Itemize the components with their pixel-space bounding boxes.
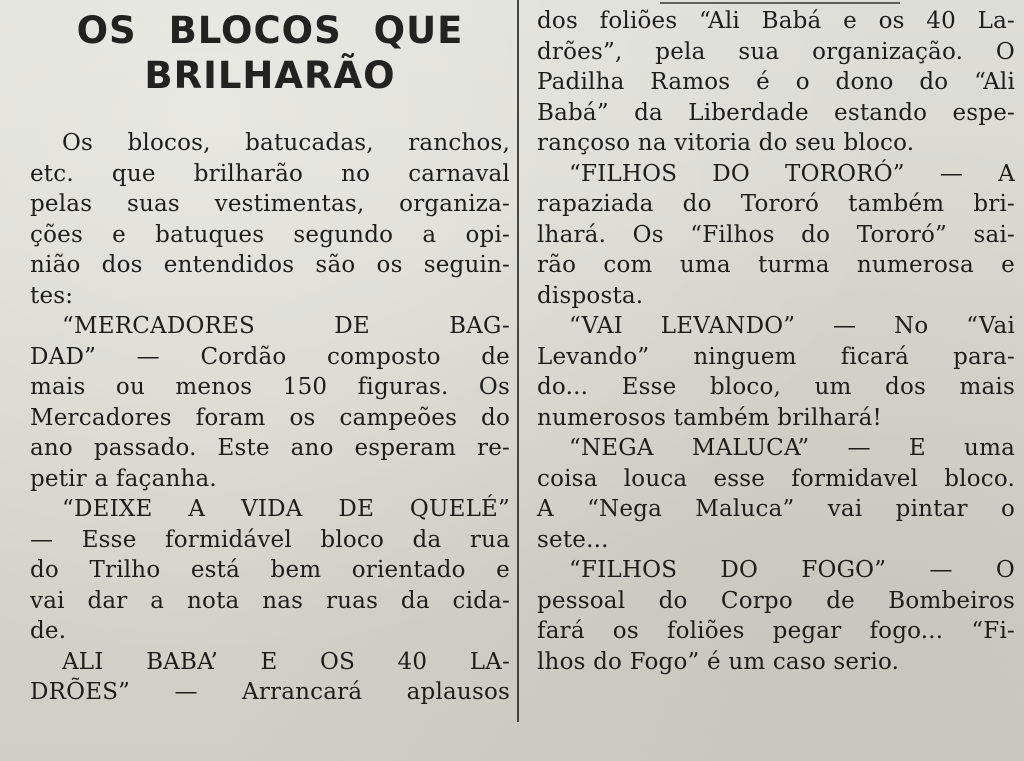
text-line: dos foliões “Ali Babá e os 40 La- [537, 8, 1015, 34]
text-line: Os blocos, batucadas, ranchos, [62, 130, 510, 156]
right-column-text [537, 6, 1015, 677]
text-line: A “Nega Maluca” vai pintar o [537, 496, 1015, 522]
top-rule [660, 2, 900, 4]
text-line: “DEIXE A VIDA DE QUELÉ” [62, 496, 510, 522]
text-line: fará os foliões pegar fogo... “Fi- [537, 618, 1015, 644]
text-line: — Esse formidável bloco da rua [30, 526, 510, 553]
text-line: tes: [30, 282, 74, 309]
text-line: pelas suas vestimentas, organiza- [30, 191, 510, 217]
text-line: “FILHOS DO TORORÓ” — A [569, 160, 1015, 187]
text-line: sete... [537, 526, 609, 553]
text-line: DAD” — Cordão composto de [30, 343, 510, 370]
text-line: DRÕES” — Arrancará aplausos [30, 679, 510, 705]
text-line: mais ou menos 150 figuras. Os [30, 374, 510, 400]
text-line: ano passado. Este ano esperam re- [30, 435, 510, 461]
text-line: do... Esse bloco, um dos mais [537, 374, 1015, 400]
text-line: pessoal do Corpo de Bombeiros [537, 587, 1015, 614]
text-line: numerosos também brilhará! [537, 404, 882, 431]
left-column [30, 6, 510, 708]
text-line: “NEGA MALUCA” — E uma [569, 435, 1015, 461]
text-line: Mercadores foram os campeões do [30, 404, 510, 431]
text-line: Babá” da Liberdade estando espe- [537, 99, 1015, 126]
column-divider [517, 0, 519, 722]
headline-line-1: OS BLOCOS QUE [76, 9, 464, 52]
text-line: drões”, pela sua organização. O [537, 38, 1015, 65]
text-line: rançoso na vitoria do seu bloco. [537, 130, 915, 156]
text-line: lhará. Os “Filhos do Tororó” sai- [537, 221, 1015, 248]
text-line: vai dar a nota nas ruas da cida- [30, 587, 510, 614]
text-line: “FILHOS DO FOGO” — O [569, 557, 1015, 583]
text-line: Padilha Ramos é o dono do “Ali [537, 69, 1015, 95]
headline-line-2: BRILHARÃO [144, 54, 396, 97]
text-line: rapaziada do Tororó também bri- [537, 191, 1015, 217]
left-column-text [30, 128, 510, 708]
text-line: ALI BABA’ E OS 40 LA- [62, 648, 510, 675]
right-column [537, 6, 1015, 677]
text-line: Levando” ninguem ficará para- [537, 343, 1015, 370]
text-line: do Trilho está bem orientado e [30, 557, 510, 583]
text-line: “VAI LEVANDO” — No “Vai [569, 313, 1015, 339]
text-line: disposta. [537, 282, 644, 309]
headline [30, 6, 510, 98]
text-line: petir a façanha. [30, 465, 217, 492]
text-line: rão com uma turma numerosa e [537, 252, 1015, 278]
text-line: nião dos entendidos são os seguin- [30, 252, 510, 278]
text-line: lhos do Fogo” é um caso serio. [537, 648, 900, 675]
text-line: etc. que brilharão no carnaval [30, 160, 510, 187]
text-line: coisa louca esse formidavel bloco. [537, 465, 1015, 492]
text-line: “MERCADORES DE BAG- [62, 313, 510, 339]
text-line: ções e batuques segundo a opi- [30, 221, 510, 248]
text-line: de. [30, 618, 67, 644]
